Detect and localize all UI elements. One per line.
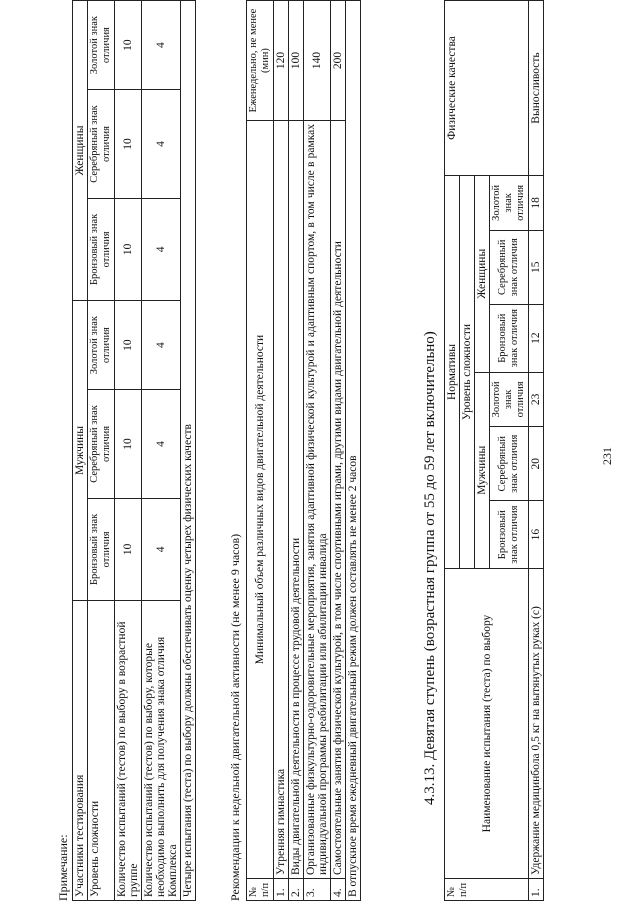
row-num: 4. <box>331 879 346 901</box>
value-cell: 16 <box>529 501 544 569</box>
value-cell: 23 <box>529 372 544 427</box>
women-header: Женщины <box>73 1 88 301</box>
value-cell: 10 <box>115 90 142 199</box>
silver-header: Серебряный знак отличия <box>490 427 529 501</box>
table-row <box>274 1 289 901</box>
gold-header: Золотой знак отличия <box>490 372 529 427</box>
row-num: 3. <box>304 879 331 901</box>
row-text: Самостоятельные занятия физической культурой, в том числе спортивными играми, другими видами двигательной деятельности <box>331 121 346 879</box>
value-cell: 4 <box>142 301 181 390</box>
row-value: 100 <box>289 1 304 121</box>
table-row <box>289 1 304 901</box>
value-cell: 10 <box>115 390 142 499</box>
table-row <box>346 1 361 901</box>
value-cell: 4 <box>142 90 181 199</box>
name-header: Наименование испытания (теста) по выбору <box>445 569 529 879</box>
gold-header: Золотой знак отличия <box>490 176 529 231</box>
row-value: 200 <box>331 1 346 121</box>
bronze-header: Бронзовый знак отличия <box>88 498 115 600</box>
value-cell: 10 <box>115 498 142 600</box>
row-label: Количество испытаний (тестов) по выбору, которые необходимо выполнить для получения знака отличия Комплекса <box>142 601 181 901</box>
women-header: Женщины <box>475 176 490 373</box>
section-heading: 4.3.13. Девятая ступень (возрастная группа от 55 до 59 лет включительно) <box>422 331 438 805</box>
bronze-header: Бронзовый знак отличия <box>490 501 529 569</box>
table-row <box>115 1 142 901</box>
gold-header: Золотой знак отличия <box>88 301 115 390</box>
table-row <box>304 1 331 901</box>
silver-header: Серебряный знак отличия <box>88 390 115 499</box>
row-value: 120 <box>274 1 289 121</box>
table-footnote: Четыре испытания (теста) по выбору должны обеспечивать оценку четырех физических качеств <box>181 1 196 901</box>
bronze-header: Бронзовый знак отличия <box>88 198 115 300</box>
norms-header: Нормативы <box>445 176 460 569</box>
value-cell: 4 <box>142 390 181 499</box>
note-label: Примечание: <box>56 834 70 901</box>
num-header: № п/п <box>445 879 529 901</box>
table-row <box>331 1 346 901</box>
men-header: Мужчины <box>475 372 490 568</box>
silver-header: Серебряный знак отличия <box>490 230 529 304</box>
bronze-header: Бронзовый знак отличия <box>490 304 529 372</box>
quality-header: Физические качества <box>445 1 529 176</box>
table-row <box>181 1 196 901</box>
row-num: 1. <box>529 879 544 901</box>
value-cell: 10 <box>115 198 142 300</box>
value-cell: 4 <box>142 1 181 90</box>
table-footer: В отпускное время ежедневный двигательный режим должен составлять не менее 2 часов <box>346 1 361 901</box>
value-cell: 18 <box>529 176 544 231</box>
page-number: 231 <box>600 447 614 465</box>
participants-header: Участники тестирования <box>73 601 88 901</box>
value-cell: 4 <box>142 498 181 600</box>
requirements-table <box>72 0 196 901</box>
value-cell: 10 <box>115 301 142 390</box>
activity-header: Минимальный объем различных видов двигательной деятельности <box>247 121 274 879</box>
level-header: Уровень сложности <box>88 601 115 901</box>
value-cell: 15 <box>529 230 544 304</box>
men-header: Мужчины <box>73 301 88 601</box>
norms-table <box>444 0 544 901</box>
value-cell: 4 <box>142 198 181 300</box>
value-cell: 10 <box>115 1 142 90</box>
row-num: 2. <box>289 879 304 901</box>
weekly-header: Еженедельно, не менее (мин) <box>247 1 274 121</box>
recommendations-text: Рекомендации к недельной двигательной активности (не менее 9 часов) <box>228 533 242 901</box>
table-row <box>529 1 544 901</box>
level-header: Уровень сложности <box>460 176 475 569</box>
row-text: Виды двигательной деятельности в процессе трудовой деятельности <box>289 121 304 879</box>
value-cell: 12 <box>529 304 544 372</box>
gold-header: Золотой знак отличия <box>88 1 115 90</box>
activity-table <box>246 0 361 901</box>
row-value: 140 <box>304 1 331 121</box>
row-text: Организованные физкультурно-оздоровительные мероприятия, занятия адаптивной физической культурой и адаптивным спортом, в том числе в рамках индивидуальной программы реабилитации или абилитации инвалида <box>304 121 331 879</box>
value-cell: 20 <box>529 427 544 501</box>
row-text: Утренняя гимнастика <box>274 121 289 879</box>
quality-cell: Выносливость <box>529 1 544 176</box>
silver-header: Серебряный знак отличия <box>88 90 115 199</box>
row-label: Количество испытаний (тестов) по выбору в возрастной группе <box>115 601 142 901</box>
row-name: Удержание медицинбола 0,5 кг на вытянутых руках (с) <box>529 569 544 879</box>
row-num: 1. <box>274 879 289 901</box>
table-row <box>142 1 181 901</box>
num-header: № п/п <box>247 879 274 901</box>
